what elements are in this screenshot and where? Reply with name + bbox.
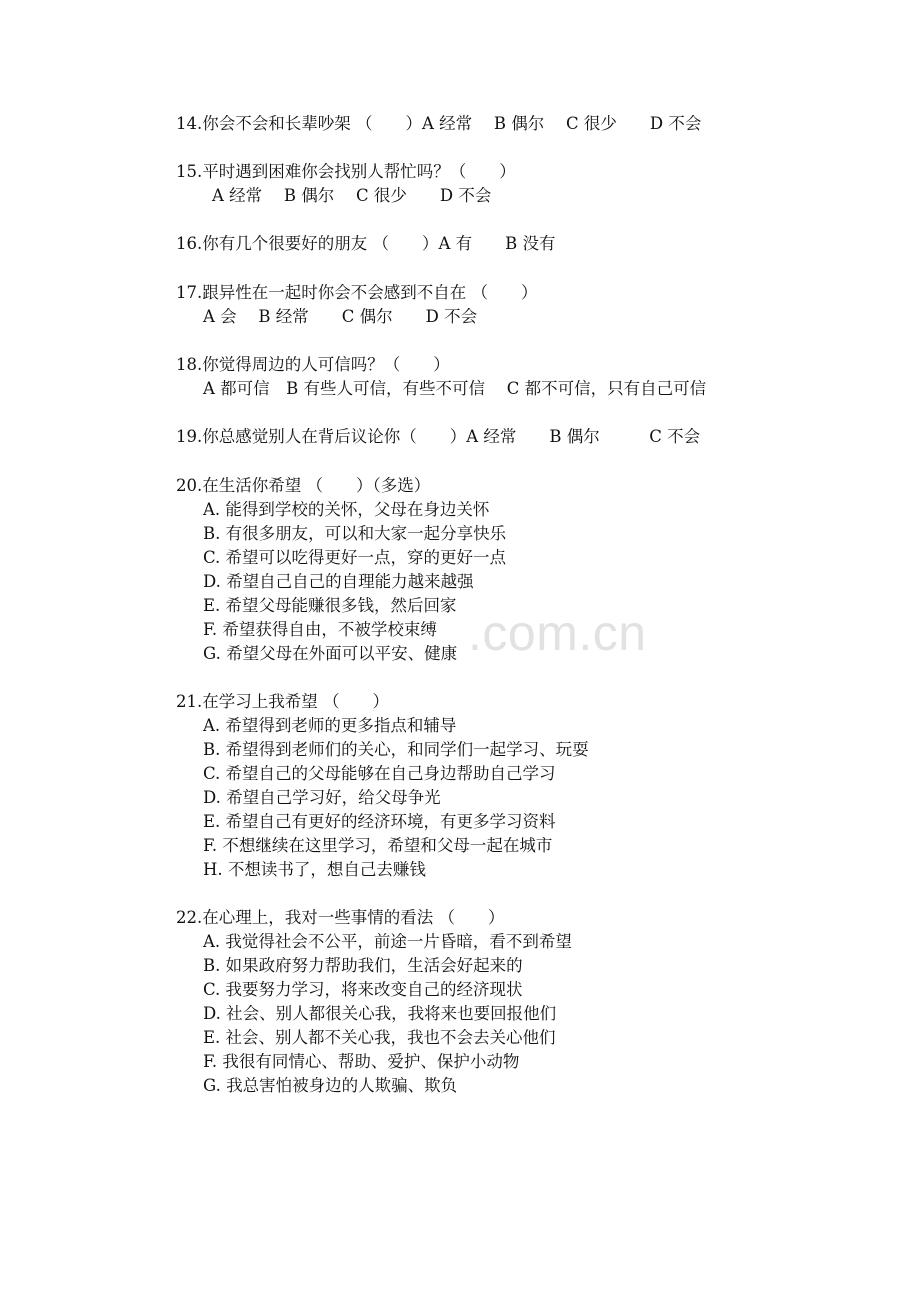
question-20-option: E. 希望父母能赚很多钱，然后回家	[203, 596, 457, 615]
question-22: 22.在心理上，我对一些事情的看法 （ ）	[176, 908, 505, 927]
question-21-option: B. 希望得到老师们的关心，和同学们一起学习、玩耍	[203, 740, 589, 759]
question-17: 17.跟异性在一起时你会不会感到不自在 （ ）	[176, 283, 538, 302]
question-20-option: A. 能得到学校的关怀，父母在身边关怀	[203, 500, 490, 519]
watermark: .com.cn	[468, 605, 647, 661]
question-22-option: D. 社会、别人都很关心我，我将来也要回报他们	[203, 1004, 557, 1023]
question-16: 16.你有几个很要好的朋友 （ ）A 有 B 没有	[176, 234, 556, 253]
question-18-options: A 都可信 B 有些人可信，有些不可信 C 都不可信，只有自己可信	[203, 379, 707, 398]
question-21-option: H. 不想读书了，想自己去赚钱	[203, 860, 426, 879]
question-22-option: G. 我总害怕被身边的人欺骗、欺负	[203, 1076, 458, 1095]
question-22-option: E. 社会、别人都不关心我，我也不会去关心他们	[203, 1028, 556, 1047]
question-21-option: D. 希望自己学习好，给父母争光	[203, 788, 441, 807]
question-22-option: A. 我觉得社会不公平，前途一片昏暗，看不到希望	[203, 932, 572, 951]
question-15: 15.平时遇到困难你会找别人帮忙吗？（ ）	[176, 162, 516, 181]
question-20-option: G. 希望父母在外面可以平安、健康	[203, 644, 458, 663]
question-20-option: C. 希望可以吃得更好一点，穿的更好一点	[203, 548, 507, 567]
question-22-option: F. 我很有同情心、帮助、爱护、保护小动物	[203, 1052, 520, 1071]
question-21-option: C. 希望自己的父母能够在自己身边帮助自己学习	[203, 764, 556, 783]
question-20-option: D. 希望自己自己的自理能力越来越强	[203, 572, 474, 591]
question-15-options: A 经常 B 偶尔 C 很少 D 不会	[212, 186, 492, 205]
question-21-option: E. 希望自己有更好的经济环境，有更多学习资料	[203, 812, 556, 831]
question-17-options: A 会 B 经常 C 偶尔 D 不会	[203, 307, 478, 326]
question-21-option: F. 不想继续在这里学习，希望和父母一起在城市	[203, 836, 553, 855]
question-14: 14.你会不会和长辈吵架 （ ）A 经常 B 偶尔 C 很少 D 不会	[176, 114, 702, 133]
question-20: 20.在生活你希望 （ ）（多选）	[176, 476, 431, 495]
question-19: 19.你总感觉别人在背后议论你（ ）A 经常 B 偶尔 C 不会	[176, 427, 701, 446]
question-21-option: A. 希望得到老师的更多指点和辅导	[203, 716, 457, 735]
question-21: 21.在学习上我希望 （ ）	[176, 692, 389, 711]
question-22-option: B. 如果政府努力帮助我们，生活会好起来的	[203, 956, 523, 975]
question-20-option: F. 希望获得自由，不被学校束缚	[203, 620, 437, 639]
question-22-option: C. 我要努力学习，将来改变自己的经济现状	[203, 980, 523, 999]
question-18: 18.你觉得周边的人可信吗？（ ）	[176, 355, 450, 374]
question-20-option: B. 有很多朋友，可以和大家一起分享快乐	[203, 524, 507, 543]
